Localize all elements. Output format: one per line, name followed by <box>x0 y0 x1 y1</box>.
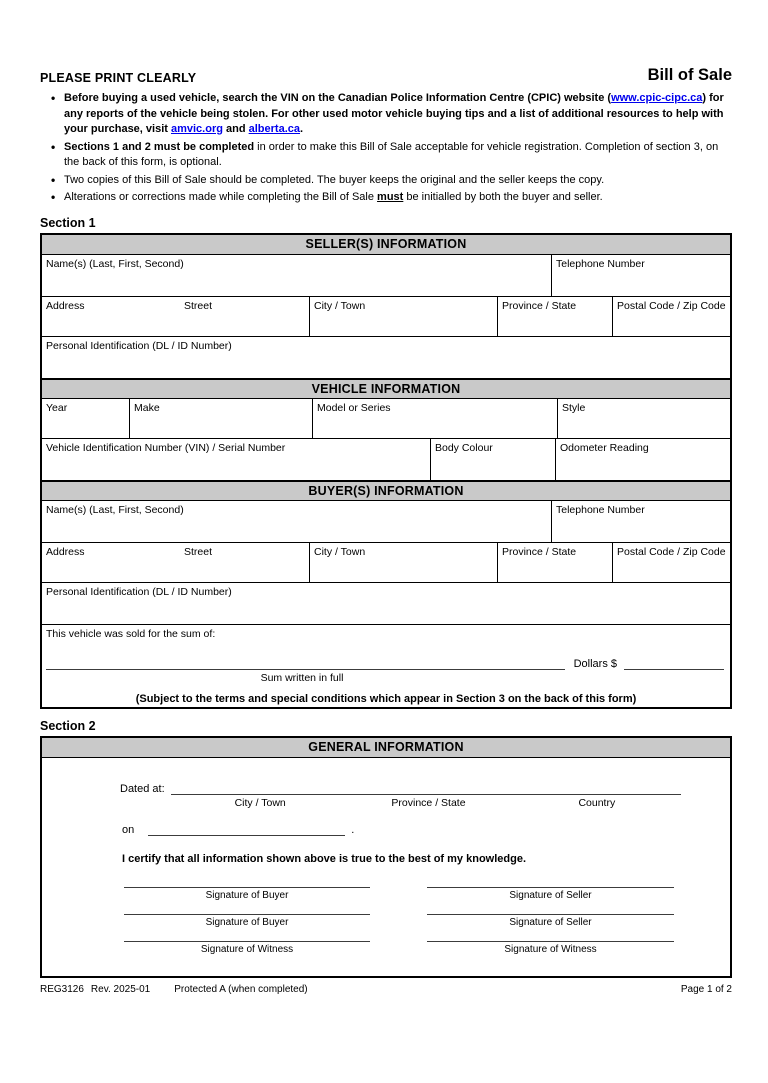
seller-names-field[interactable] <box>42 255 551 296</box>
bullet-text: Before buying a used vehicle, search the VIN on the Canadian Police Information Centre (CPIC) website ( <box>64 92 612 104</box>
signature-label: Signature of Witness <box>504 943 597 955</box>
seller-signature-line-2[interactable] <box>427 914 674 915</box>
bullet-text: Alterations or corrections made while completing the Bill of Sale <box>64 191 378 203</box>
section1-table <box>40 233 732 709</box>
page-title: Bill of Sale <box>647 66 732 84</box>
dated-at-line[interactable] <box>171 782 681 795</box>
link-amvic[interactable]: amvic.org <box>170 123 223 135</box>
table-row <box>42 501 730 543</box>
table-row <box>42 625 730 707</box>
buyer-address-field[interactable] <box>42 543 309 582</box>
vehicle-style-field[interactable] <box>557 399 730 438</box>
field-label: Year <box>46 401 68 414</box>
field-label: Body Colour <box>435 441 493 454</box>
field-label: Name(s) (Last, First, Second) <box>46 257 184 270</box>
bullet-text: be initialled by both the buyer and seller. <box>403 191 603 203</box>
seller-signature-line-1[interactable] <box>427 887 674 888</box>
vehicle-vin-field[interactable] <box>42 439 430 480</box>
vehicle-info-header: VEHICLE INFORMATION <box>42 379 730 399</box>
form-number: REG3126 <box>40 984 84 995</box>
dated-at-row <box>120 782 681 795</box>
print-clearly-label: PLEASE PRINT CLEARLY <box>40 71 197 85</box>
signature-block <box>124 941 370 955</box>
buyer-names-field[interactable] <box>42 501 551 542</box>
bullet-text: Sections 1 and 2 must be completed <box>64 140 255 153</box>
signature-block <box>427 941 674 955</box>
buyer-personal-id-field[interactable] <box>42 583 730 624</box>
bullet-text: Two copies of this Bill of Sale should be completed. The buyer keeps the original and the seller keeps the copy. <box>64 173 605 186</box>
bullet-text: must <box>377 191 404 203</box>
bullet-sections <box>40 140 732 171</box>
seller-personal-id-field[interactable] <box>42 337 730 378</box>
page-footer <box>40 984 732 995</box>
section1-heading: Section 1 <box>40 215 96 230</box>
field-label: Address <box>46 545 85 558</box>
dated-at-label: Dated at: <box>120 782 165 795</box>
form-revision: Rev. 2025-01 <box>90 984 151 995</box>
dollars-label: Dollars $ <box>573 657 617 670</box>
field-label: Vehicle Identification Number (VIN) / Serial Number <box>46 441 286 454</box>
country-label: Country <box>578 796 616 809</box>
province-state-label: Province / State <box>391 796 466 809</box>
section2-box <box>40 736 732 978</box>
field-label: City / Town <box>314 545 366 558</box>
field-label: Postal Code / Zip Code <box>617 545 726 558</box>
table-row <box>42 583 730 625</box>
signature-grid <box>124 887 730 955</box>
witness-signature-line-left[interactable] <box>124 941 370 942</box>
subject-note: (Subject to the terms and special conditions which appear in Section 3 on the back of this form) <box>135 692 637 705</box>
seller-city-field[interactable] <box>309 297 497 336</box>
bullet-text: ) for any reports of the vehicle being stolen. For other used motor vehicle buying tips and a list of additional resources to help with your purchase, visit <box>64 92 724 135</box>
field-label: Model or Series <box>317 401 391 414</box>
table-row <box>42 439 730 481</box>
general-info-body <box>42 782 730 1002</box>
signature-label: Signature of Seller <box>509 889 592 901</box>
protected-label: Protected A (when completed) <box>174 984 308 995</box>
bullet-text: in order to make this Bill of Sale acceptable for vehicle registration. Completion of section 3, on the back of this form, is optional. <box>64 140 719 168</box>
buyer-telephone-field[interactable] <box>551 501 730 542</box>
buyer-info-header: BUYER(S) INFORMATION <box>42 481 730 501</box>
field-label: Province / State <box>502 299 577 312</box>
vehicle-odometer-field[interactable] <box>555 439 730 480</box>
buyer-signature-line-2[interactable] <box>124 914 370 915</box>
vehicle-body-colour-field[interactable] <box>430 439 555 480</box>
signature-label: Signature of Witness <box>200 943 294 955</box>
sale-sum-block <box>42 625 730 707</box>
table-row <box>42 399 730 439</box>
date-line[interactable] <box>148 823 345 836</box>
buyer-city-field[interactable] <box>309 543 497 582</box>
date-on-row <box>122 823 730 836</box>
field-label: Address <box>46 299 85 312</box>
field-label: Personal Identification (DL / ID Number) <box>46 585 232 598</box>
bullet-copies <box>40 173 732 189</box>
signature-block <box>427 914 674 928</box>
signature-label: Signature of Seller <box>509 916 592 928</box>
field-label: Street <box>184 299 213 312</box>
instructions-list <box>40 91 732 206</box>
signature-block <box>124 914 370 928</box>
link-cpic[interactable]: www.cpic-cipc.ca <box>611 92 703 104</box>
bullet-alterations <box>40 190 732 206</box>
witness-signature-line-right[interactable] <box>427 941 674 942</box>
page-number: Page 1 of 2 <box>680 984 732 995</box>
field-label: Street <box>184 545 213 558</box>
bullet-cpic <box>40 91 732 138</box>
field-label: Postal Code / Zip Code <box>617 299 726 312</box>
field-label: Telephone Number <box>556 503 645 516</box>
seller-telephone-field[interactable] <box>551 255 730 296</box>
bullet-text: and <box>222 123 249 135</box>
bullet-text: . <box>300 123 304 135</box>
vehicle-model-field[interactable] <box>312 399 557 438</box>
field-label: Style <box>562 401 586 414</box>
field-label: Telephone Number <box>556 257 645 270</box>
sum-caption: Sum written in full <box>260 671 344 684</box>
buyer-province-field[interactable] <box>497 543 612 582</box>
table-row <box>42 297 730 337</box>
vehicle-make-field[interactable] <box>129 399 312 438</box>
signature-block <box>124 887 370 901</box>
sold-for-label: This vehicle was sold for the sum of: <box>46 627 216 640</box>
signature-block <box>427 887 674 901</box>
signature-label: Signature of Buyer <box>205 889 289 901</box>
seller-postal-field[interactable] <box>612 297 730 336</box>
buyer-signature-line-1[interactable] <box>124 887 370 888</box>
sum-line-row <box>46 656 726 670</box>
dated-at-sublabels <box>176 797 681 809</box>
field-label: Name(s) (Last, First, Second) <box>46 503 184 516</box>
page-header <box>40 66 732 85</box>
general-info-header: GENERAL INFORMATION <box>42 738 730 758</box>
seller-province-field[interactable] <box>497 297 612 336</box>
field-label: Province / State <box>502 545 577 558</box>
field-label: Odometer Reading <box>560 441 649 454</box>
table-row <box>42 543 730 583</box>
field-label: City / Town <box>314 299 366 312</box>
dollars-amount-line[interactable] <box>624 656 724 670</box>
seller-info-header: SELLER(S) INFORMATION <box>42 235 730 255</box>
on-label: on <box>122 823 135 836</box>
field-label: Make <box>134 401 160 414</box>
table-row <box>42 255 730 297</box>
field-label: Personal Identification (DL / ID Number) <box>46 339 232 352</box>
sum-written-line[interactable] <box>46 656 565 670</box>
table-row <box>42 337 730 379</box>
period-text: . <box>351 823 355 836</box>
city-town-label: City / Town <box>234 796 286 809</box>
certify-statement: I certify that all information shown above is true to the best of my knowledge. <box>122 852 527 865</box>
section2-heading: Section 2 <box>40 718 96 733</box>
buyer-postal-field[interactable] <box>612 543 730 582</box>
vehicle-year-field[interactable] <box>42 399 129 438</box>
seller-address-field[interactable] <box>42 297 309 336</box>
signature-label: Signature of Buyer <box>205 916 289 928</box>
link-alberta[interactable]: alberta.ca <box>248 123 300 135</box>
